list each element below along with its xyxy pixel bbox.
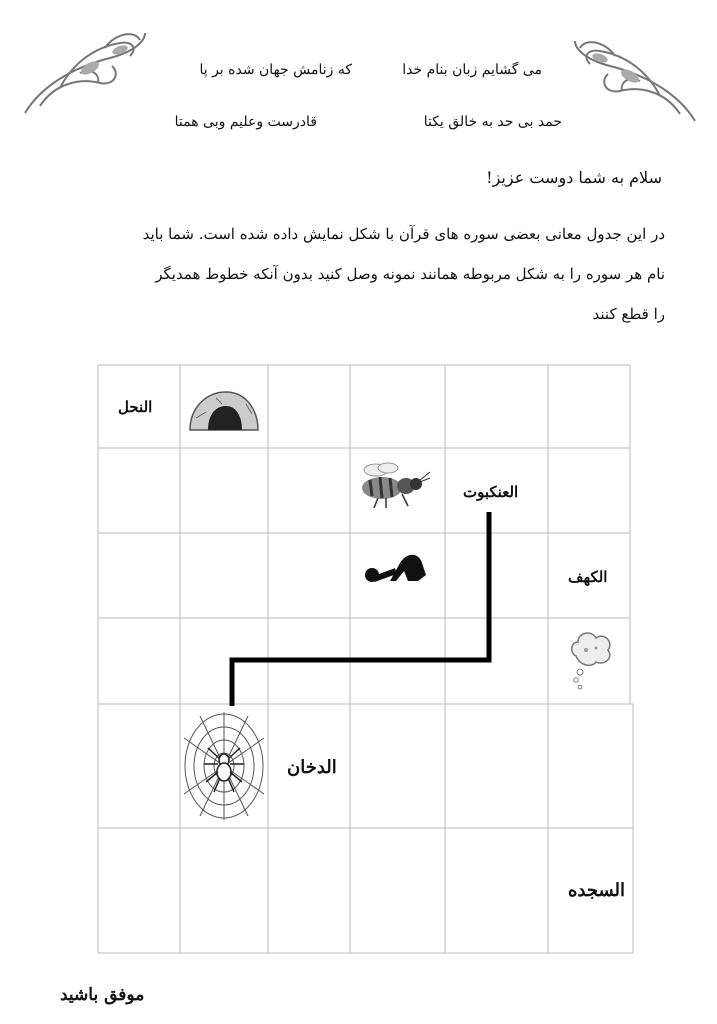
footer-good-luck: موفق باشید (60, 985, 145, 1005)
greeting: سلام به شما دوست عزیز! (486, 168, 662, 187)
label-sajdah: السجده (568, 880, 626, 901)
prostrating-person-icon (360, 541, 432, 585)
spider-web-icon (182, 708, 266, 824)
bee-icon (354, 460, 432, 512)
smoke-cloud-icon (568, 628, 614, 692)
poem-line1-left: که زنامش جهان شده بر پا (199, 62, 352, 78)
label-dukhan: الدخان (287, 757, 337, 778)
label-nahl: النحل (118, 398, 153, 416)
instructions-line2: نام هر سوره را به شکل مربوطه همانند نمونه وصل کنید بدون آنکه خطوط همدیگر (155, 265, 665, 283)
poem-line1-right: می گشایم زبان بنام خدا (402, 62, 542, 78)
instructions-line3: را قطع کنند (592, 305, 665, 323)
label-ankabut: العنکبوت (463, 483, 519, 501)
cave-icon (186, 388, 262, 434)
poem-line2-right: حمد بی حد به خالق یکتا (423, 114, 562, 130)
label-kahf: الکهف (568, 568, 608, 586)
poem-line2-left: قادرست وعلیم وبی همتا (174, 114, 317, 130)
instructions-line1: در این جدول معانی بعضی سوره های قرآن با شکل نمایش داده شده است. شما باید (142, 225, 665, 243)
